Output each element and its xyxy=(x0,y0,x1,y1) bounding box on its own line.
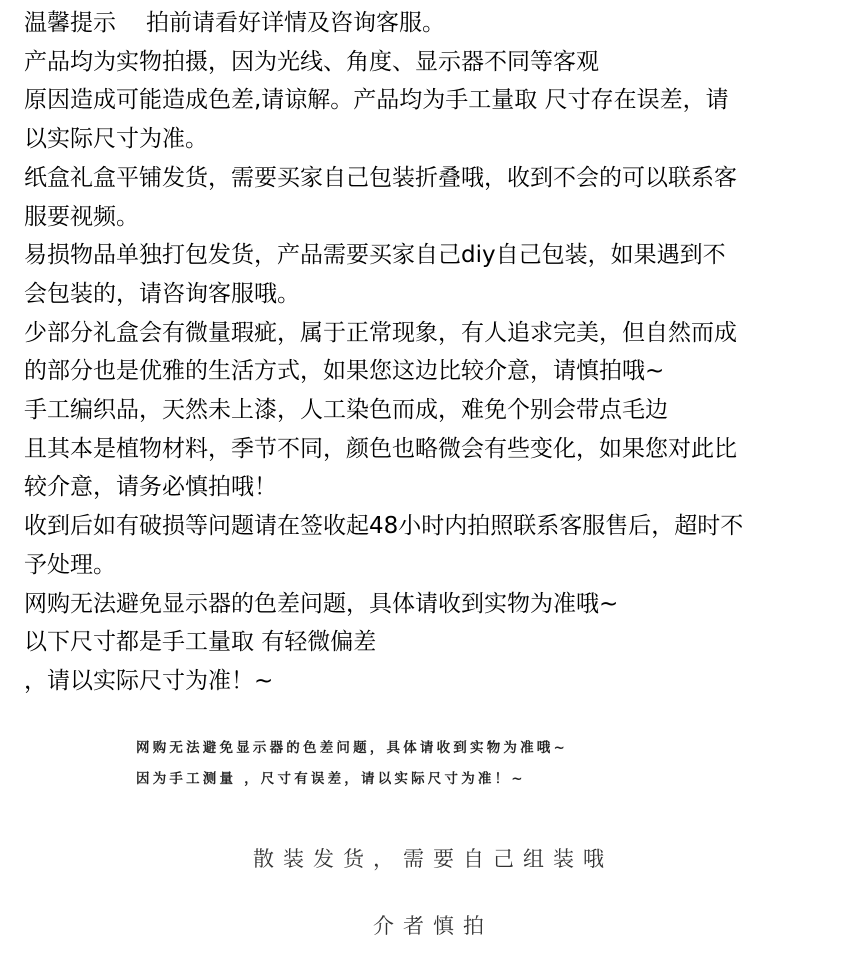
notice-line: 且其本是植物材料，季节不同，颜色也略微会有些变化，如果您对此比 xyxy=(24,435,737,462)
notice-heading-row xyxy=(24,4,844,43)
caution-note: 介者慎拍 xyxy=(373,914,493,938)
notice-line: 易损物品单独打包发货，产品需要买家自己diy自己包装，如果遇到不 xyxy=(24,242,726,269)
notice-line: 产品均为实物拍摄，因为光线、角度、显示器不同等客观 xyxy=(24,48,599,75)
notice-line: 以下尺寸都是手工量取 有轻微偏差 xyxy=(24,629,377,656)
notice-line: 较介意，请务必慎拍哦！ xyxy=(24,474,277,501)
notice-line: ，请以实际尺寸为准！~ xyxy=(24,667,274,694)
notice-line: 手工编织品，天然未上漆，人工染色而成，难免个别会带点毛边 xyxy=(24,397,668,424)
notice-line: 原因造成可能造成色差,请谅解。产品均为手工量取 尺寸存在误差，请 xyxy=(24,87,729,114)
summary-line-color-difference: 网购无法避免显示器的色差问题，具体请收到实物为准哦~ xyxy=(136,740,569,756)
summary-block xyxy=(136,733,776,795)
notice-line: 纸盒礼盒平铺发货，需要买家自己包装折叠哦，收到不会的可以联系客 xyxy=(24,164,737,191)
notice-section xyxy=(24,4,844,701)
notice-line: 以实际尺寸为准。 xyxy=(24,126,208,153)
assembly-note: 散装发货，需要自己组装哦 xyxy=(253,847,613,871)
notice-heading-note: 拍前请看好详情及咨询客服。 xyxy=(146,10,445,36)
notice-line: 服要视频。 xyxy=(24,203,139,230)
notice-line: 会包装的，请咨询客服哦。 xyxy=(24,280,300,307)
notice-heading: 温馨提示 xyxy=(24,10,116,36)
summary-line-measurement: 因为手工测量 ，尺寸有误差，请以实际尺寸为准！~ xyxy=(136,771,526,787)
notice-line: 网购无法避免显示器的色差问题，具体请收到实物为准哦~ xyxy=(24,590,619,617)
notice-line: 收到后如有破损等问题请在签收起48小时内拍照联系客服售后，超时不 xyxy=(24,513,744,540)
notice-line: 少部分礼盒会有微量瑕疵，属于正常现象，有人追求完美，但自然而成 xyxy=(24,319,737,346)
notice-line: 予处理。 xyxy=(24,551,116,578)
notice-line: 的部分也是优雅的生活方式，如果您这边比较介意，请慎拍哦~ xyxy=(24,358,665,385)
